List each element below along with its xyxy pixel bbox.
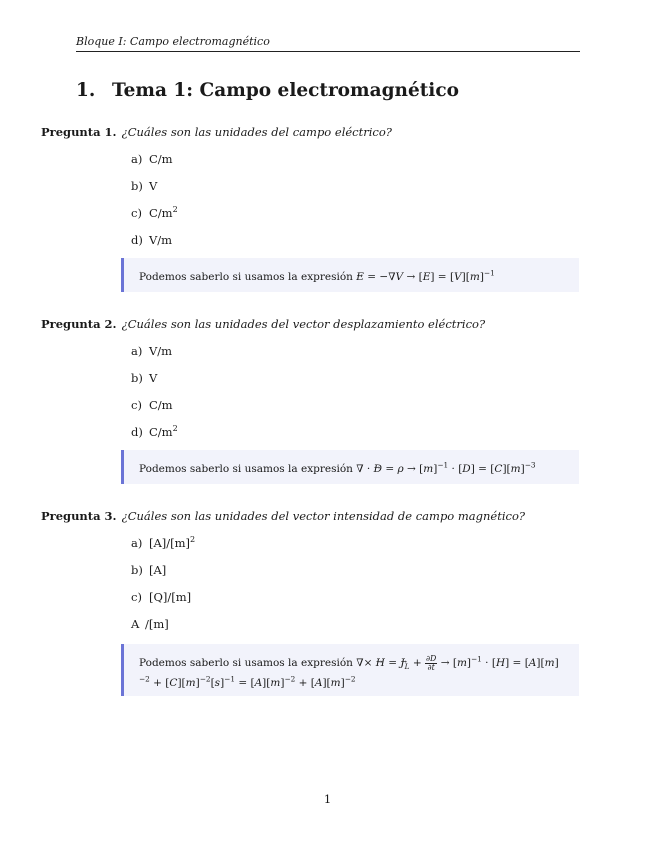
option-a: a) C/m (131, 152, 173, 166)
answer-box-2 (121, 450, 579, 484)
option-b: b) [A] (131, 563, 167, 577)
option-c: c) $C/m^2$ (131, 205, 178, 220)
option-b: b) V (131, 179, 158, 193)
option-c: c) C/m (131, 398, 173, 412)
question-label: Pregunta 1. (41, 125, 117, 139)
answer-formula: ∇× → H = → $J_L$ + $\frac{\partial D}{\partial t}$ → $[m]^{-1} \cdot [H] = [A][m]^{-2} + [C][m]^{-2}[s]^{-1} = [A][m]^{-2} + [A][m]^{-2}$ (139, 657, 559, 689)
option-a: a) $[A]/[m]^2$ (131, 535, 196, 550)
page-number: 1 (323, 792, 332, 806)
question-text: ¿Cuáles son las unidades del vector desplazamiento eléctrico? (121, 317, 486, 331)
option-d: A /[m] (131, 617, 169, 631)
option-c: c) [Q]/[m] (131, 590, 192, 604)
option-d: d) V/m (131, 233, 173, 247)
option-a: a) V/m (131, 344, 173, 358)
answer-box-3 (121, 644, 579, 696)
question-label: Pregunta 2. (41, 317, 117, 331)
option-b: b) V (131, 371, 158, 385)
question-text: ¿Cuáles son las unidades del campo eléctrico? (121, 125, 392, 139)
question-label: Pregunta 3. (41, 509, 117, 523)
running-header-title: Bloque I: Campo electromagnético (76, 35, 270, 48)
answer-formula: → $E = -\nabla V \to [E] = [V][m]^{-1}$ (356, 271, 495, 283)
section-title: Tema 1: Campo electromagnético (112, 80, 459, 101)
answer-text: Podemos saberlo si usamos la expresión (139, 463, 353, 475)
running-header (76, 35, 580, 52)
section-number: 1. (76, 80, 96, 101)
question-3-heading (41, 509, 525, 523)
question-2-heading (41, 317, 485, 331)
answer-text: Podemos saberlo si usamos la expresión (139, 271, 353, 283)
answer-formula: ∇ · → $D = \rho \to [m]^{-1} \cdot [D] = [C][m]^{-3}$ (356, 463, 535, 475)
question-1-heading (41, 125, 392, 139)
question-text: ¿Cuáles son las unidades del vector intensidad de campo magnético? (121, 509, 526, 523)
section-heading (76, 80, 459, 101)
answer-text: Podemos saberlo si usamos la expresión (139, 657, 353, 669)
answer-box-1 (121, 258, 579, 292)
option-d: d) $C/m^2$ (131, 424, 178, 439)
